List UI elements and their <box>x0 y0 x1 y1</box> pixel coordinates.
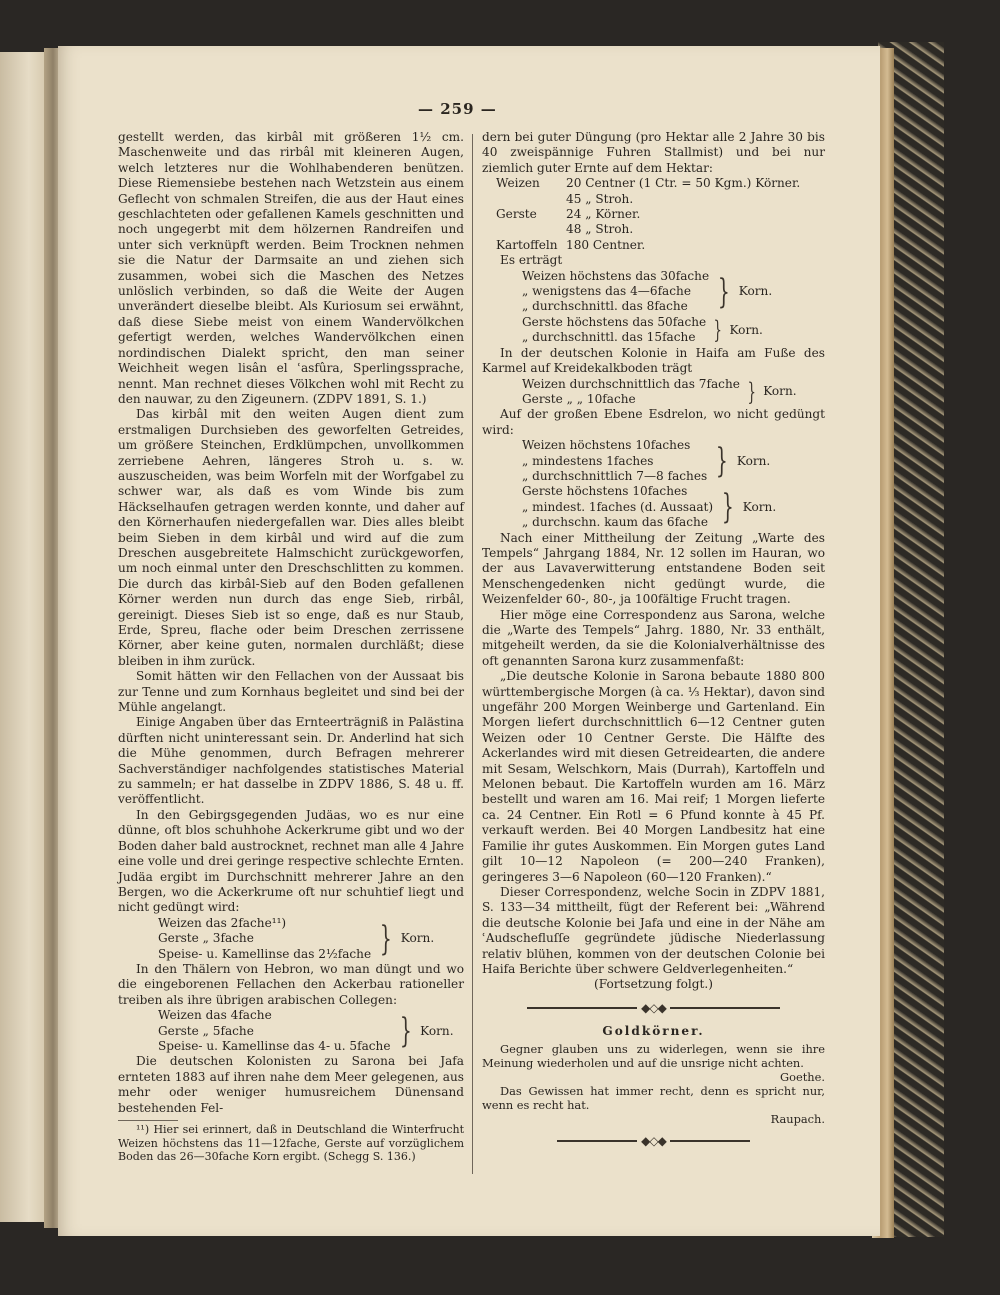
brace: } <box>717 271 730 312</box>
brace: } <box>713 316 723 345</box>
table-line: Weizen höchstens das 30fache <box>522 268 710 283</box>
section-title: Goldkörner. <box>602 1024 705 1039</box>
crop-amount: 20 Centner (1 Ctr. = 50 Kgm.) Körner. <box>566 176 801 191</box>
quote-text: Gegner glauben uns zu widerlegen, wenn sie ihre Meinung wiederholen und auf die unsrige nicht achten. <box>482 1041 825 1070</box>
quote-text: Das Gewissen hat immer recht, denn es spricht nur, wenn es recht hat. <box>482 1083 825 1112</box>
paragraph: Dieser Correspondenz, welche Socin in ZDPV 1881, S. 133—34 mittheilt, fügt der Referent bei: „Während die deutsche Kolonie bei Jafa und eine in der Nähe am ʿAudschefluſſe gegründete jüdische Niederlassung relativ blühen, kommen von der deutschen Colonie bei Haifa Berichte über schwere Geldverlegenheiten.“ <box>482 884 825 976</box>
yield-row <box>496 222 825 237</box>
ornament-bar <box>527 1007 637 1009</box>
brace: } <box>716 441 728 482</box>
paragraph: Einige Angaben über das Ernteerträgniß in Palästina dürften nicht uninteressant sein. Dr. Anderlind hat sich die Mühe genommen, durch Befragen mehrerer Sachverständiger nachfolgendes statistisches Material zu sammeln; er hat dasselbe in ZDPV 1886, S. 48 u. ff. veröffentlicht. <box>118 715 464 807</box>
paragraph: In den Gebirgsgegenden Judäas, wo es nur eine dünne, oft blos schuhhohe Ackerkrume gibt und wo der Boden daher bald austrocknet, rechnet man alle 4 Jahre eine volle und drei geringe respective schlechte Ernten. Judäa ergibt im Durchschnitt mehrerer Jahre an den Bergen, wo die Ackerkrume oft nur schuhtief liegt und nicht gedüngt wird: <box>118 807 464 915</box>
table-line: Weizen das 2fache¹¹) <box>158 915 287 930</box>
ornament-knot-icon: ◆◇◆ <box>641 1000 666 1015</box>
paragraph: In der deutschen Kolonie in Haifa am Fuße des Karmel auf Kreidekalkboden trägt <box>482 345 825 376</box>
paragraph: gestellt werden, das kirbâl mit größeren 1½ cm. Maschenweite und das rirbâl mit kleineren Augen, welch letzteres nur die Wohlhabenderen benützen. Diese Riemensiebe bestehen nach Wetzstein aus einem Geflecht von schmalen Streifen, die aus der Haut eines geschlachteten oder gefallenen Kamels geschnitten und noch ungegerbt mit dem hölzernen Randreifen und unter sich verknüpft werden. Beim Trocknen nehmen sie die Natur der Darmsaite an und ziehen sich zusammen, wobei sich die Maschen des Netzes unlöslich verbinden, so daß die Weite der Augen unverändert dieselbe bleibt. Als Kuriosum sei erwähnt, daß diese Siebe meist von einem Wandervölkchen gefertigt werden, welches Wandervölkchen einen nordindischen Dialekt spricht, den man seiner Weichheit wegen lisân el ʿasfûra, Sperlingssprache, nennt. Man rechnet dieses Völkchen wohl mit Recht zu den nauwar, zu den Zigeunern. (ZDPV 1891, S. 1.) <box>118 130 464 406</box>
quote-author: Goethe. <box>780 1069 825 1084</box>
table-line: Gerste „ 3fache <box>158 931 254 946</box>
table-label: Korn. <box>742 499 777 514</box>
quote-author: Raupach. <box>770 1111 825 1126</box>
brace: } <box>721 487 734 528</box>
table-line: „ durchschn. kaum das 6fache <box>522 515 708 530</box>
yield-list <box>496 176 825 253</box>
crop-amount: 180 Centner. <box>566 237 646 252</box>
table-line: Speise- u. Kamellinse das 4- u. 5fache <box>158 1038 391 1053</box>
brace: } <box>379 918 392 959</box>
table-line: Weizen das 4fache <box>158 1008 272 1023</box>
paragraph: Die deutschen Kolonisten zu Sarona bei Jafa ernteten 1883 auf ihren nahe dem Meer gelegenen, aus mehr oder weniger humusreichem Dünensand bestehenden Fel- <box>118 1054 464 1115</box>
table-line: „ mindestens 1faches <box>522 453 654 468</box>
table-line: „ durchschnittlich 7—8 faches <box>522 468 708 483</box>
paragraph: Es erträgt <box>500 253 563 268</box>
yield-row <box>496 192 825 207</box>
crop-amount: 45 „ Stroh. <box>566 191 634 206</box>
yield-table <box>522 484 825 530</box>
crop-amount: 24 „ Körner. <box>566 207 641 222</box>
footnote: ¹¹) Hier sei erinnert, daß in Deutschland die Winterfrucht Weizen höchstens das 11—12fache, Gerste auf vorzüglichem Boden das 26—30fache Korn ergibt. (Schegg S. 136.) <box>118 1123 464 1163</box>
crop-name: Weizen <box>496 176 540 191</box>
table-line: Gerste höchstens 10faches <box>522 484 688 499</box>
yield-row <box>496 238 825 253</box>
table-label: Korn. <box>738 284 773 299</box>
paragraph: In den Thälern von Hebron, wo man düngt und wo die eingeborenen Fellachen den Ackerbau rationeller treiben als ihre übrigen arabischen Collegen: <box>118 961 464 1007</box>
left-column <box>118 130 464 1164</box>
table-label: Korn. <box>763 384 797 399</box>
yield-table <box>522 377 825 408</box>
paragraph: „Die deutsche Kolonie in Sarona bebaute 1880 800 württembergische Morgen (à ca. ⅓ Hektar), davon sind ungefähr 200 Morgen Weinberge und Gartenland. Ein Morgen liefert durchschnittlich 6—12 Centner guten Weizen oder 10 Centner Gerste. Die Hälfte des Ackerlandes wird mit diesen Getreidearten, die andere mit Sesam, Welschkorn, Mais (Durrah), Kartoffeln und Melonen bebaut. Die Kartoffeln wurden am 16. März bestellt und waren am 16. Mai reif; 1 Morgen lieferte ca. 24 Centner. Ein Rotl = 6 Pfund konnte à 45 Pf. verkauft werden. Bei 40 Morgen Landbesitz hat eine Familie ihr gutes Auskommen. Ein Morgen gutes Land gilt 10—12 Napoleon (= 200—240 Franken), geringeres 3—6 Napoleon (60—120 Franken).“ <box>482 669 825 884</box>
paragraph: Das kirbâl mit den weiten Augen dient zum erstmaligen Durchsieben des geworfelten Getreides, um größere Steinchen, Erdklümpchen, unvollkommen zerriebene Aehren, längeres Stroh u. s. w. auszuscheiden, was beim Worfeln mit der Worfgabel zu schwer war, als daß es vom Winde bis zum Häckselhaufen getragen werden konnte, und daher auf den Körnerhaufen niedergefallen war. Dies alles bleibt beim Sieben in dem kirbâl und wird auf die zum Dreschen ausgebreitete Halmschicht zurückgeworfen, um noch einmal unter den Dreschschlitten zu kommen. Die durch das kirbâl-Sieb auf den Boden gefallenen Körner werden nun durch das enge Sieb, rirbâl, gereinigt. Dieses Sieb ist so enge, daß es nur Staub, Erde, Spreu, flache oder beim Dreschen zerrissene Körner, aber keine guten, normalen durchläßt; diese bleiben in ihm zurück. <box>118 407 464 668</box>
yield-table <box>158 916 464 962</box>
yield-table <box>522 269 825 315</box>
table-line: „ durchschnittl. das 8fache <box>522 299 688 314</box>
ornament-bar <box>557 1140 637 1142</box>
table-line: Gerste „ „ 10fache <box>522 391 636 406</box>
quote-block <box>482 1042 825 1126</box>
yield-table <box>158 1008 464 1054</box>
crop-name: Gerste <box>496 207 537 222</box>
ornament-knot-icon: ◆◇◆ <box>641 1133 666 1148</box>
yield-table <box>522 315 825 346</box>
table-line: Weizen durchschnittlich das 7fache <box>522 376 740 391</box>
table-line: „ wenigstens das 4—6fache <box>522 284 691 299</box>
brace: } <box>399 1011 412 1052</box>
table-label: Korn. <box>736 453 771 468</box>
crop-amount: 48 „ Stroh. <box>566 222 634 237</box>
continuation-note: (Fortsetzung folgt.) <box>594 977 713 992</box>
table-label: Korn. <box>400 931 435 946</box>
yield-row <box>496 207 825 222</box>
ornament-divider <box>482 1001 825 1016</box>
yield-row <box>496 176 825 191</box>
paragraph: Somit hätten wir den Fellachen von der Aussaat bis zur Tenne und zum Kornhaus begleitet und sind bei der Mühle angelangt. <box>118 669 464 715</box>
table-line: Gerste „ 5fache <box>158 1023 254 1038</box>
right-column <box>482 130 825 1157</box>
crop-name: Kartoffeln <box>496 237 558 252</box>
left-page-edge <box>0 52 48 1222</box>
table-label: Korn. <box>729 322 763 337</box>
yield-table <box>522 438 825 484</box>
ornament-bar <box>670 1007 780 1009</box>
table-line: „ durchschnittl. das 15fache <box>522 330 696 345</box>
footnote-rule <box>118 1120 178 1121</box>
paragraph: dern bei guter Düngung (pro Hektar alle 2 Jahre 30 bis 40 zweispännige Fuhren Stallmist) und bei nur ziemlich guter Ernte auf dem Hektar: <box>482 130 825 175</box>
table-line: Speise- u. Kamellinse das 2½fache <box>158 946 372 961</box>
table-line: „ mindest. 1faches (d. Aussaat) <box>522 499 714 514</box>
paragraph: Auf der großen Ebene Esdrelon, wo nicht gedüngt wird: <box>482 407 825 437</box>
ornament-divider <box>482 1134 825 1149</box>
ornament-bar <box>670 1140 750 1142</box>
table-label: Korn. <box>420 1023 454 1038</box>
page-number: — 259 — <box>418 100 497 118</box>
paragraph: Hier möge eine Correspondenz aus Sarona, welche die „Warte des Tempels“ Jahrg. 1880, Nr. 33 enthält, mitgeheilt werden, da sie die Kolonialverhältnisse des oft genannten Sarona kurz zusammenfaßt: <box>482 607 825 668</box>
table-line: Weizen höchstens 10faches <box>522 438 691 453</box>
column-divider <box>472 134 473 1174</box>
brace: } <box>747 377 756 406</box>
paragraph: Nach einer Mittheilung der Zeitung „Warte des Tempels“ Jahrgang 1884, Nr. 12 sollen im Hauran, wo der aus Lavaverwitterung entstandene Boden seit Menschengedenken nicht gedüngt wurde, die Weizenfelder 60-, 80-, ja 100fältige Frucht tragen. <box>482 530 825 607</box>
table-line: Gerste höchstens das 50fache <box>522 314 707 329</box>
